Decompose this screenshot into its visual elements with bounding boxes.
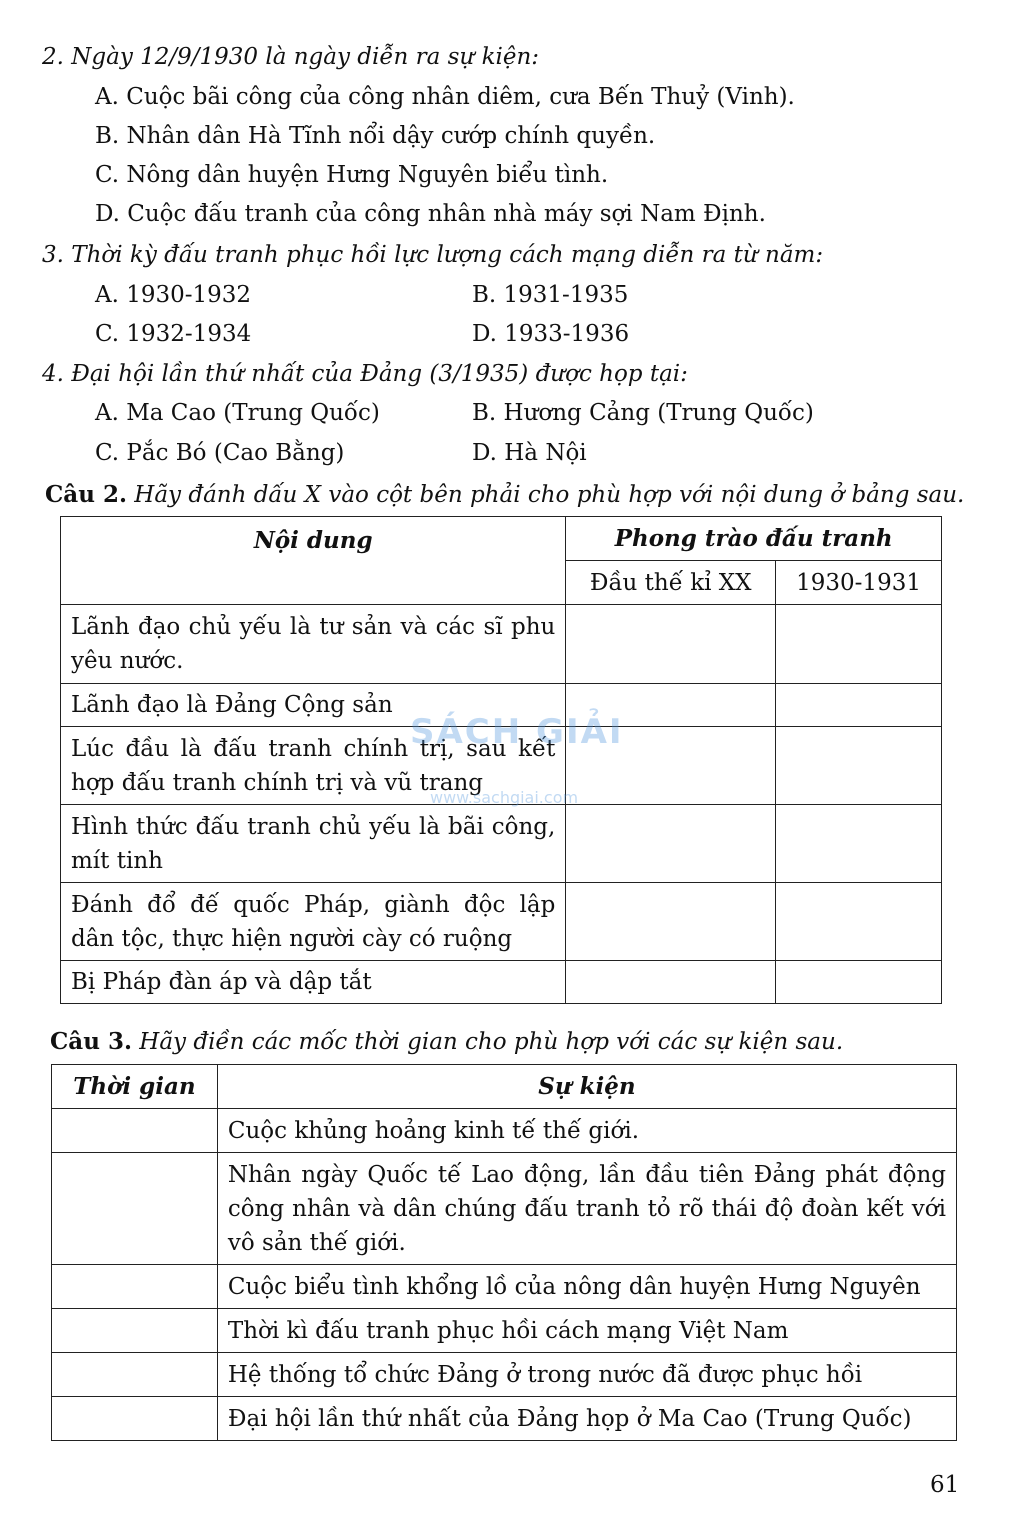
table-row-content: Bị Pháp đàn áp và dập tắt [61,961,566,1004]
page-number: 61 [930,1472,960,1498]
table-row-content: Lãnh đạo là Đảng Cộng sản [61,684,566,727]
cau-2-label: Câu 2. [45,481,127,508]
question-2-option-c: C. Nông dân huyện Hưng Nguyên biểu tình. [95,162,609,188]
time-input-cell[interactable] [52,1309,218,1353]
watermark-logo: SÁCH GIẢI [410,712,624,752]
answer-cell[interactable] [776,605,942,684]
event-cell: Đại hội lần thứ nhất của Đảng họp ở Ma Cao (Trung Quốc) [217,1397,956,1441]
watermark-url: www.sachgiai.com [430,788,579,807]
answer-cell[interactable] [566,961,776,1004]
cau-3-table [51,1064,957,1441]
header-1930-1931: 1930-1931 [776,561,942,605]
table-row-content: Hình thức đấu tranh chủ yếu là bãi công, mít tinh [61,805,566,883]
header-movement: Phong trào đấu tranh [566,517,942,561]
question-2-option-b: B. Nhân dân Hà Tĩnh nổi dậy cướp chính quyền. [95,123,656,149]
question-4-option-b: B. Hương Cảng (Trung Quốc) [472,400,814,426]
event-cell: Nhân ngày Quốc tế Lao động, lần đầu tiên Đảng phát động công nhân và dân chúng đấu tranh tỏ rõ thái độ đoàn kết với vô sản thế giới. [217,1153,956,1265]
question-4-option-c: C. Pắc Bó (Cao Bằng) [95,440,345,466]
time-input-cell[interactable] [52,1109,218,1153]
header-content: Nội dung [61,517,566,605]
event-cell: Cuộc biểu tình khổng lồ của nông dân huyện Hưng Nguyên [217,1265,956,1309]
answer-cell[interactable] [566,883,776,961]
cau-3-instruction: Hãy điền các mốc thời gian cho phù hợp với các sự kiện sau. [139,1029,844,1055]
cau-2-heading [45,481,964,508]
question-3-option-a: A. 1930-1932 [95,282,252,308]
table-row-content: Lãnh đạo chủ yếu là tư sản và các sĩ phu yêu nước. [61,605,566,684]
question-2-stem: 2. Ngày 12/9/1930 là ngày diễn ra sự kiện: [42,44,540,70]
question-2-option-a: A. Cuộc bãi công của công nhân diêm, cưa Bến Thuỷ (Vinh). [95,84,795,110]
question-3-option-c: C. 1932-1934 [95,321,252,347]
question-4-option-a: A. Ma Cao (Trung Quốc) [95,400,380,426]
answer-cell[interactable] [776,684,942,727]
header-event: Sự kiện [217,1065,956,1109]
event-cell: Hệ thống tổ chức Đảng ở trong nước đã được phục hồi [217,1353,956,1397]
answer-cell[interactable] [776,883,942,961]
answer-cell[interactable] [566,805,776,883]
time-input-cell[interactable] [52,1397,218,1441]
question-3-stem: 3. Thời kỳ đấu tranh phục hồi lực lượng cách mạng diễn ra từ năm: [42,242,824,268]
time-input-cell[interactable] [52,1353,218,1397]
header-time: Thời gian [52,1065,218,1109]
answer-cell[interactable] [776,805,942,883]
question-4-stem: 4. Đại hội lần thứ nhất của Đảng (3/1935) được họp tại: [42,361,688,387]
table-row-content: Lúc đầu là đấu tranh chính trị, sau kết hợp đấu tranh chính trị và vũ trang [61,727,566,805]
time-input-cell[interactable] [52,1153,218,1265]
header-early-20th-century: Đầu thế kỉ XX [566,561,776,605]
question-4-option-d: D. Hà Nội [472,440,587,466]
answer-cell[interactable] [566,605,776,684]
event-cell: Thời kì đấu tranh phục hồi cách mạng Việt Nam [217,1309,956,1353]
question-3-option-b: B. 1931-1935 [472,282,629,308]
cau-3-label: Câu 3. [50,1028,132,1055]
cau-3-heading [50,1028,843,1055]
event-cell: Cuộc khủng hoảng kinh tế thế giới. [217,1109,956,1153]
answer-cell[interactable] [776,961,942,1004]
time-input-cell[interactable] [52,1265,218,1309]
question-2-option-d: D. Cuộc đấu tranh của công nhân nhà máy sợi Nam Định. [95,201,766,227]
answer-cell[interactable] [776,727,942,805]
question-3-option-d: D. 1933-1936 [472,321,630,347]
table-row-content: Đánh đổ đế quốc Pháp, giành độc lập dân tộc, thực hiện người cày có ruộng [61,883,566,961]
cau-2-table [60,516,942,1004]
cau-2-instruction: Hãy đánh dấu X vào cột bên phải cho phù hợp với nội dung ở bảng sau. [134,482,965,508]
